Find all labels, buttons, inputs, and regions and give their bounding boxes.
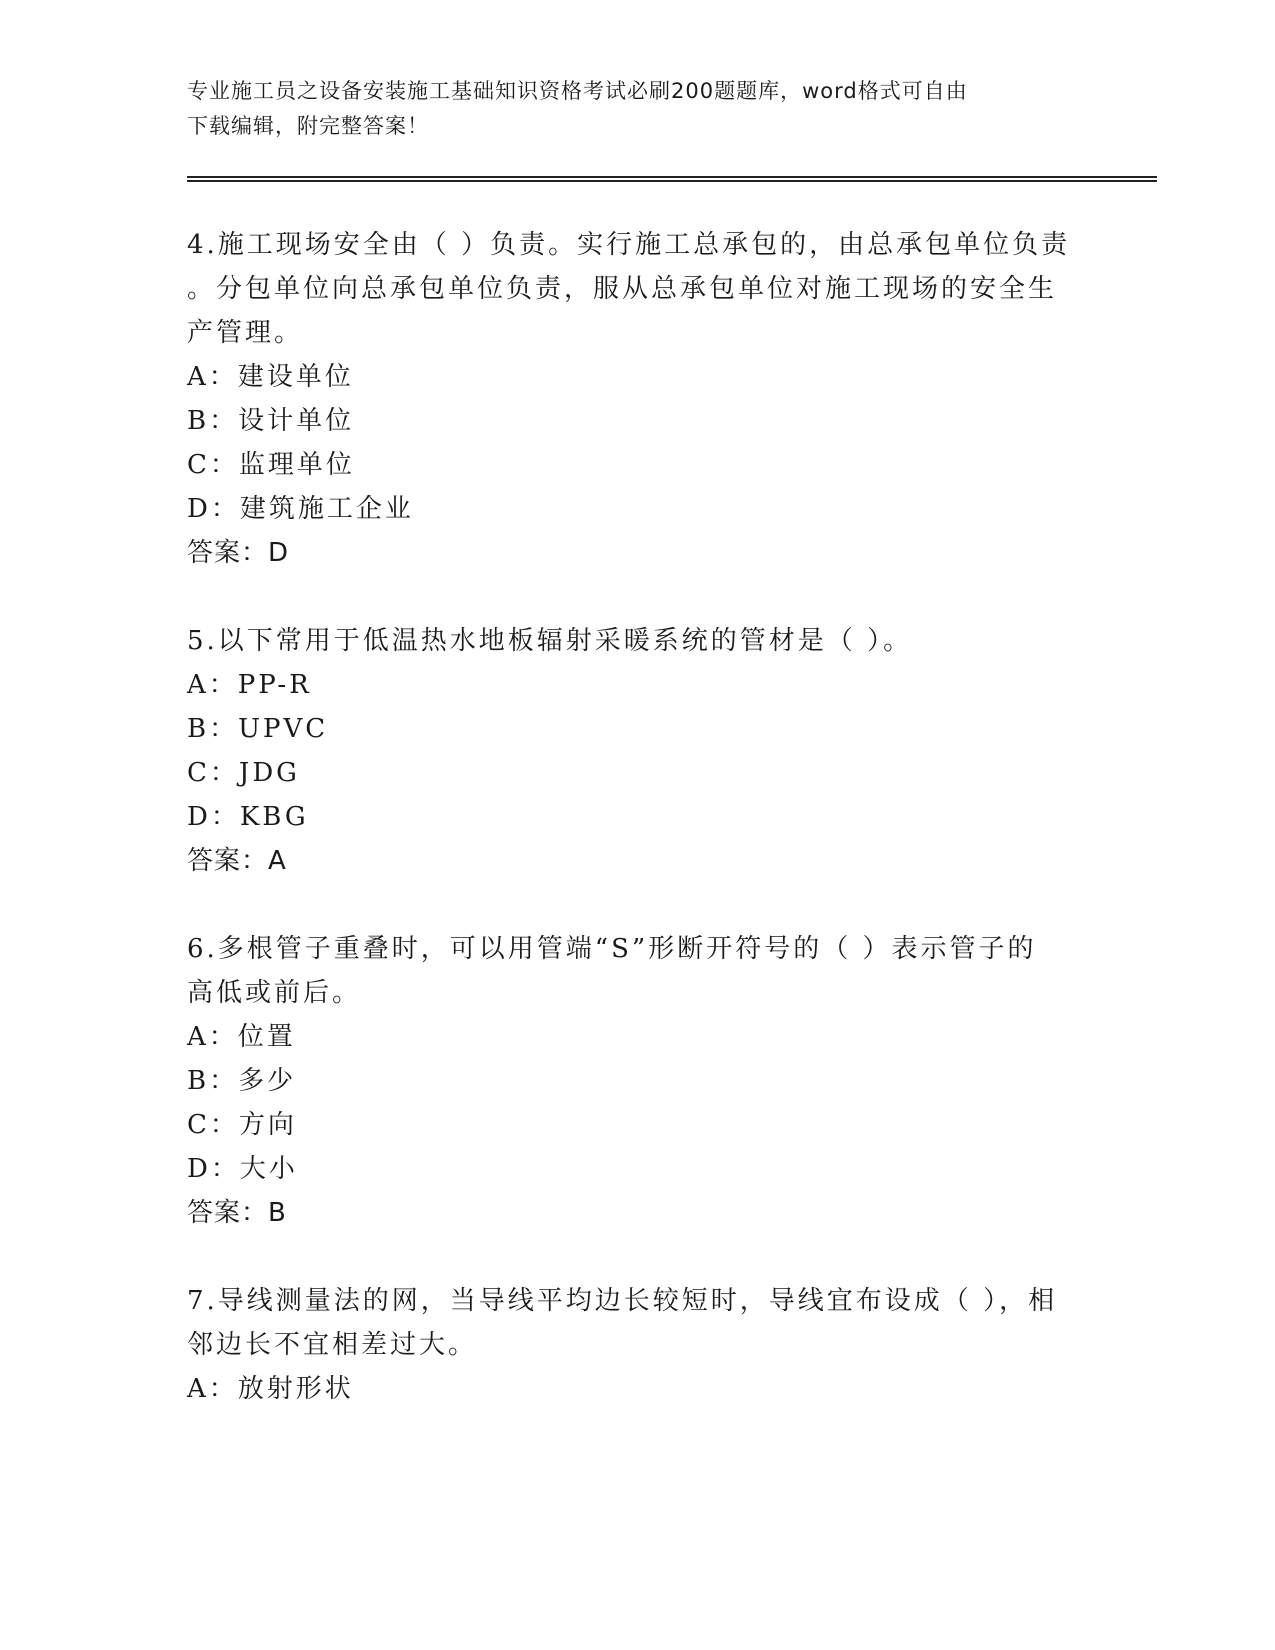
question-7-option-a: A：放射形状	[187, 1374, 354, 1404]
question-4-option-c: C：监理单位	[187, 450, 355, 480]
question-4-text-line-2: 。分包单位向总承包单位负责，服从总承包单位对施工现场的安全生	[187, 274, 1058, 304]
question-5-option-d: D：KBG	[187, 802, 309, 832]
question-5-option-b: B：UPVC	[187, 714, 329, 744]
question-5-answer: 答案：A	[187, 846, 287, 876]
document-title-line-1: 专业施工员之设备安装施工基础知识资格考试必刷200题题库，word格式可自由	[187, 79, 968, 103]
question-5-option-c: C：JDG	[187, 758, 300, 788]
question-4-text-line-1: 4.施工现场安全由（ ）负责。实行施工总承包的，由总承包单位负责	[187, 230, 1071, 260]
question-5-text-line-1: 5.以下常用于低温热水地板辐射采暖系统的管材是（ ）。	[187, 626, 913, 656]
question-6-answer: 答案：B	[187, 1198, 287, 1228]
document-title-line-2: 下载编辑，附完整答案！	[187, 114, 429, 138]
question-4-option-a: A：建设单位	[187, 362, 354, 392]
question-4-text-line-3: 产管理。	[187, 318, 304, 348]
question-6-option-d: D：大小	[187, 1154, 298, 1184]
question-4-answer: 答案：D	[187, 538, 290, 568]
question-7-text-line-2: 邻边长不宜相差过大。	[187, 1330, 478, 1360]
question-5-option-a: A：PP-R	[187, 670, 312, 700]
question-6-option-c: C：方向	[187, 1110, 297, 1140]
question-6-option-a: A：位置	[187, 1022, 296, 1052]
question-6-text-line-1: 6.多根管子重叠时，可以用管端“S”形断开符号的（ ）表示管子的	[187, 934, 1037, 964]
question-7-text-line-1: 7.导线测量法的网，当导线平均边长较短时，导线宜布设成（ ），相	[187, 1286, 1058, 1316]
question-6-text-line-2: 高低或前后。	[187, 978, 362, 1008]
question-4-option-d: D：建筑施工企业	[187, 494, 414, 524]
header-divider	[187, 176, 1157, 182]
question-4-option-b: B：设计单位	[187, 406, 355, 436]
question-6-option-b: B：多少	[187, 1066, 297, 1096]
